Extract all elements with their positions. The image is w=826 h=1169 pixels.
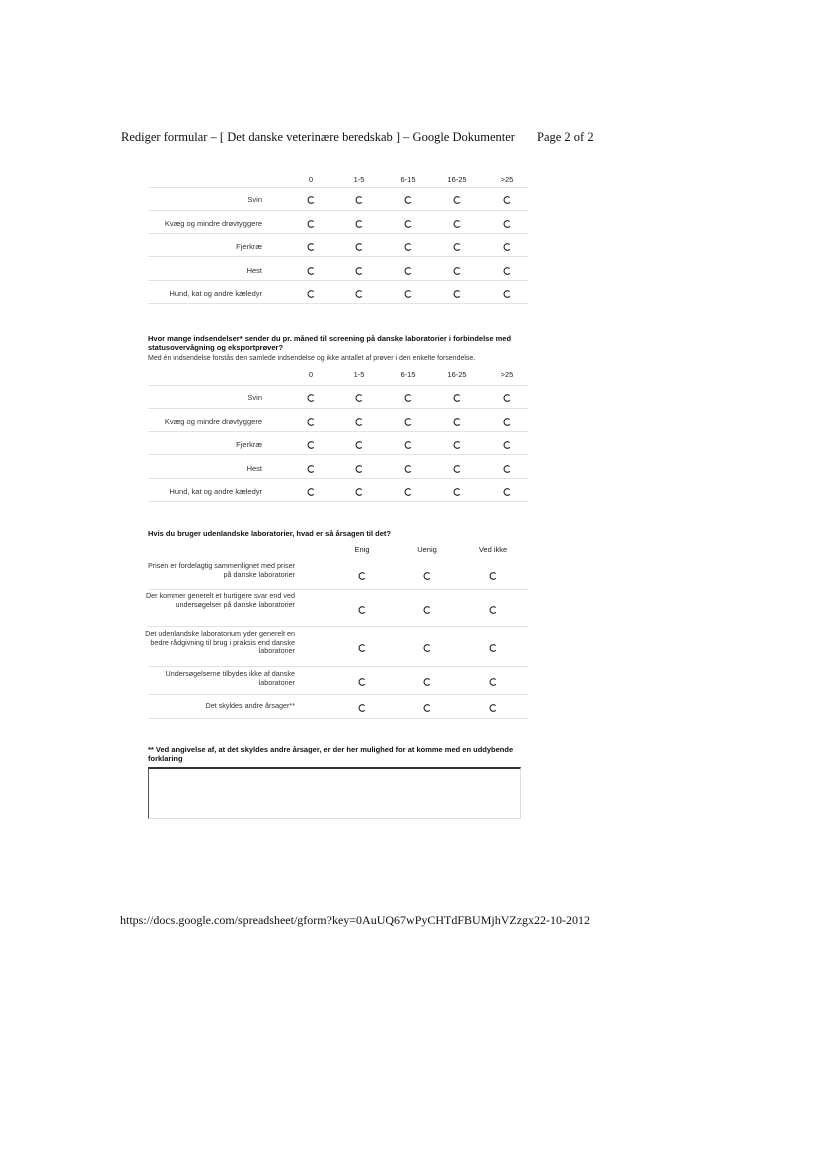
grid-row — [148, 234, 528, 257]
radio-button[interactable] — [489, 704, 497, 712]
radio-button[interactable] — [355, 196, 363, 204]
radio-button[interactable] — [307, 243, 315, 251]
column-header: Enig — [354, 545, 370, 554]
column-header: 1-5 — [353, 175, 365, 184]
radio-button[interactable] — [489, 678, 497, 686]
radio-button[interactable] — [404, 220, 412, 228]
row-label: Fjerkræ — [236, 440, 262, 449]
radio-button[interactable] — [404, 465, 412, 473]
radio-button[interactable] — [307, 465, 315, 473]
radio-button[interactable] — [503, 488, 511, 496]
row-label: Prisen er fordelagtig sammenlignet med priser på danske laboratorier — [147, 561, 295, 579]
row-label: Der kommer generelt et hurtigere svar end ved undersøgelser på danske laboratorier — [145, 591, 295, 609]
column-header: >25 — [500, 370, 514, 379]
row-label: Hund, kat og andre kæledyr — [169, 289, 262, 298]
radio-button[interactable] — [307, 196, 315, 204]
grid-row — [148, 432, 528, 455]
column-header: >25 — [500, 175, 514, 184]
radio-button[interactable] — [358, 704, 366, 712]
question-2-title: Hvor mange indsendelser* sender du pr. måned til screening på danske laboratorier i forbindelse med statusovervågning og eksportprøver? — [148, 334, 512, 352]
row-label: Hest — [246, 463, 262, 473]
radio-button[interactable] — [404, 196, 412, 204]
radio-button[interactable] — [489, 644, 497, 652]
radio-button[interactable] — [358, 606, 366, 614]
radio-button[interactable] — [355, 220, 363, 228]
print-footer-url: https://docs.google.com/spreadsheet/gform?key=0AuUQ67wPyCHTdFBUMjhVZzgx... — [120, 913, 544, 927]
grid-row — [148, 385, 528, 409]
radio-button[interactable] — [489, 572, 497, 580]
radio-button[interactable] — [453, 220, 461, 228]
column-header: Uenig — [417, 545, 437, 554]
print-header-title: Rediger formular – [ Det danske veterinære beredskab ] – Google Dokumenter — [121, 130, 515, 144]
radio-button[interactable] — [453, 290, 461, 298]
column-header: 6-15 — [400, 175, 416, 184]
radio-button[interactable] — [503, 267, 511, 275]
radio-button[interactable] — [503, 243, 511, 251]
question-2-note: Med én indsendelse forstås den samlede indsendelse og ikke antallet af prøver i den enkelte forsendelse. — [148, 355, 476, 362]
print-header-page: Page 2 of 2 — [537, 130, 594, 144]
radio-button[interactable] — [423, 678, 431, 686]
explanation-textarea[interactable] — [148, 767, 521, 819]
radio-button[interactable] — [423, 606, 431, 614]
radio-button[interactable] — [358, 644, 366, 652]
grid-row — [148, 187, 528, 211]
question-4-title: ** Ved angivelse af, at det skyldes andre årsager, er der her mulighed for at komme med en uddybende forklaring — [148, 745, 514, 763]
row-label: Undersøgelserne tilbydes ikke af danske laboratorier — [165, 669, 295, 687]
row-label: Det udenlandske laboratorium yder generelt en bedre rådgivning til brug i praksis end danske laboratorier — [145, 629, 295, 655]
radio-button[interactable] — [355, 243, 363, 251]
row-label: Svin — [247, 393, 262, 402]
radio-button[interactable] — [503, 418, 511, 426]
radio-button[interactable] — [355, 290, 363, 298]
radio-button[interactable] — [307, 441, 315, 449]
radio-button[interactable] — [307, 267, 315, 275]
radio-button[interactable] — [503, 220, 511, 228]
column-header: 1-5 — [353, 370, 365, 379]
radio-button[interactable] — [355, 394, 363, 402]
radio-button[interactable] — [404, 394, 412, 402]
row-label: Fjerkræ — [236, 242, 262, 251]
radio-button[interactable] — [307, 290, 315, 298]
radio-button[interactable] — [404, 267, 412, 275]
column-header: 6-15 — [400, 370, 416, 379]
radio-button[interactable] — [453, 394, 461, 402]
row-label: Svin — [247, 195, 262, 204]
radio-button[interactable] — [307, 418, 315, 426]
radio-button[interactable] — [355, 267, 363, 275]
question-3-title: Hvis du bruger udenlandske laboratorier, hvad er så årsagen til det? — [148, 529, 391, 538]
column-header: 16-25 — [447, 175, 467, 184]
column-header: 16-25 — [447, 370, 467, 379]
radio-button[interactable] — [453, 418, 461, 426]
radio-button[interactable] — [307, 488, 315, 496]
row-label: Hund, kat og andre kæledyr — [169, 487, 262, 496]
column-header: 0 — [308, 370, 314, 379]
column-header: Ved ikke — [478, 545, 508, 554]
radio-button[interactable] — [423, 644, 431, 652]
radio-button[interactable] — [453, 267, 461, 275]
radio-button[interactable] — [404, 441, 412, 449]
radio-button[interactable] — [453, 196, 461, 204]
radio-button[interactable] — [307, 394, 315, 402]
radio-button[interactable] — [453, 243, 461, 251]
radio-button[interactable] — [404, 488, 412, 496]
radio-button[interactable] — [404, 418, 412, 426]
radio-button[interactable] — [355, 441, 363, 449]
radio-button[interactable] — [358, 572, 366, 580]
radio-button[interactable] — [503, 196, 511, 204]
column-header: 0 — [308, 175, 314, 184]
grid-row — [148, 258, 528, 281]
radio-button[interactable] — [307, 220, 315, 228]
radio-button[interactable] — [355, 418, 363, 426]
radio-button[interactable] — [453, 441, 461, 449]
radio-button[interactable] — [453, 488, 461, 496]
radio-button[interactable] — [503, 290, 511, 298]
row-label: Kvæg og mindre drøvtyggere — [164, 416, 262, 426]
row-label: Hest — [246, 265, 262, 275]
radio-button[interactable] — [355, 465, 363, 473]
radio-button[interactable] — [404, 243, 412, 251]
print-footer-date: 22-10-2012 — [534, 913, 590, 927]
row-label: Det skyldes andre årsager** — [205, 701, 295, 710]
radio-button[interactable] — [355, 488, 363, 496]
row-label: Kvæg og mindre drøvtyggere — [164, 218, 262, 228]
radio-button[interactable] — [358, 678, 366, 686]
radio-button[interactable] — [503, 394, 511, 402]
radio-button[interactable] — [453, 465, 461, 473]
radio-button[interactable] — [503, 441, 511, 449]
radio-button[interactable] — [503, 465, 511, 473]
radio-button[interactable] — [423, 704, 431, 712]
radio-button[interactable] — [489, 606, 497, 614]
radio-button[interactable] — [423, 572, 431, 580]
radio-button[interactable] — [404, 290, 412, 298]
grid-row — [148, 456, 528, 479]
